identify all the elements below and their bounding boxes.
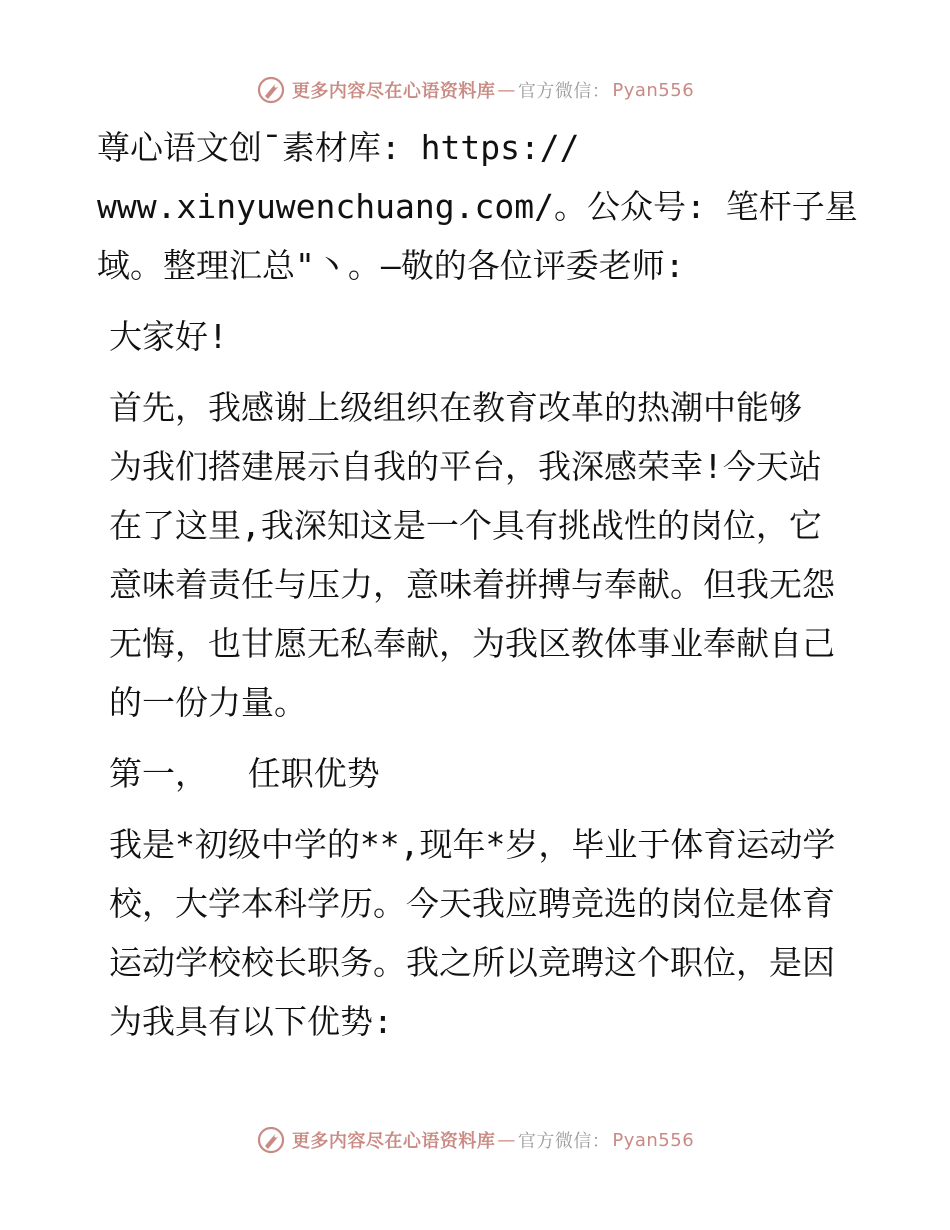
- text-line: 域。整理汇总"丶。—敬的各位评委老师:: [97, 246, 685, 285]
- text-line: 运动学校校长职务。我之所以竞聘这个职位，是因: [109, 943, 835, 982]
- document-body: [97, 118, 857, 1051]
- pen-nib-logo-icon: [256, 1125, 286, 1155]
- paragraph-greeting: [97, 307, 857, 366]
- paragraph-opening: [97, 378, 857, 732]
- text-line: 我是*初级中学的**,现年*岁，毕业于体育运动学: [109, 825, 836, 864]
- paragraph-advantages: [97, 815, 857, 1051]
- banner-brand-text: 更多内容尽在心语资料库: [291, 1131, 496, 1152]
- text-line: 大家好!: [109, 317, 228, 356]
- header-banner: [0, 70, 950, 110]
- section-heading: [97, 744, 857, 803]
- banner-brand-text: 更多内容尽在心语资料库: [291, 81, 496, 102]
- text-line: 的一份力量。: [109, 683, 307, 722]
- banner-separator: —: [497, 79, 516, 101]
- text-line: 首先，我感谢上级组织在教育改革的热潮中能够: [109, 388, 802, 427]
- text-line: 为我具有以下优势:: [109, 1002, 393, 1041]
- text-line: 第一， 任职优势: [109, 754, 380, 793]
- text-line: 为我们搭建展示自我的平台，我深感荣幸!今天站: [109, 447, 822, 486]
- banner-wechat-id: Pyan556: [612, 1129, 695, 1151]
- text-line: 校，大学本科学历。今天我应聘竞选的岗位是体育: [109, 884, 835, 923]
- footer-banner: [0, 1120, 950, 1160]
- pen-nib-logo-icon: [256, 75, 286, 105]
- banner-separator: —: [497, 1129, 516, 1151]
- text-line: 意味着责任与压力，意味着拼搏与奉献。但我无怨: [109, 565, 835, 604]
- text-line: 尊心语文创¯素材库: https://: [97, 128, 580, 167]
- paragraph-intro: [97, 118, 857, 295]
- text-line: www.xinyuwenchuang.com/。公众号: 笔杆子星: [97, 187, 858, 226]
- banner-wechat-id: Pyan556: [612, 79, 695, 101]
- banner-wechat-label: 官方微信：: [517, 81, 611, 102]
- banner-wechat-label: 官方微信：: [517, 1131, 611, 1152]
- text-line: 无悔，也甘愿无私奉献，为我区教体事业奉献自己: [109, 624, 835, 663]
- text-line: 在了这里,我深知这是一个具有挑战性的岗位，它: [109, 506, 822, 545]
